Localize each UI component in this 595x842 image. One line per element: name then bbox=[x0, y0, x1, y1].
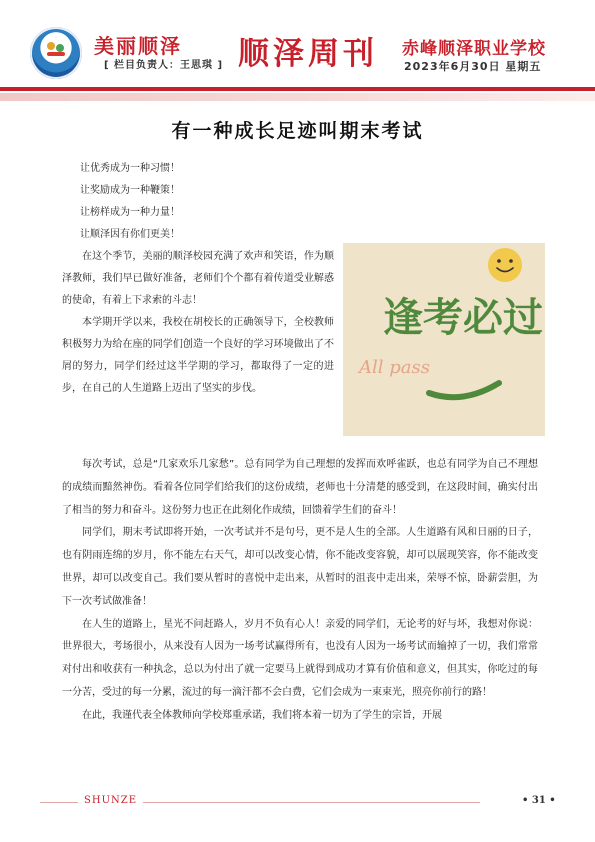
masthead bbox=[0, 0, 595, 100]
paragraph: 在人生的道路上，星光不问赶路人，岁月不负有心人！亲爱的同学们，无论考的好与坏，我想对你说：世界很大，考场很小，从来没有人因为一场考试赢得所有，也没有人因为一场考试而输掉了一切，我们常常对付出和收获有一种执念，总以为付出了就一定要马上就得到成功才算有价值和意义，但其实，你吃过的每一分苦，受过的每一分累，流过的每一滴汗都不会白费，它们会成为一束束光，照亮你前行的路！ bbox=[62, 618, 538, 698]
paragraph: 同学们，期末考试即将开始，一次考试并不是句号，更不是人生的全部。人生道路有风和日丽的日子，也有阴雨连绵的岁月，你不能左右天气，却可以改变心情，你不能改变容貌，却可以展现笑容，你不能改变世界，却可以改变自己。我们要从暂时的喜悦中走出来，从暂时的沮丧中走出来，荣辱不惊，卧薪尝胆，为下一次考试做准备！ bbox=[62, 527, 538, 607]
school-name: 赤峰顺泽职业学校 bbox=[402, 39, 546, 59]
small-lettering: All pass bbox=[359, 357, 430, 378]
article-body bbox=[62, 454, 538, 728]
brush-stroke bbox=[429, 383, 499, 397]
paragraph: 在这个季节，美丽的顺泽校园充满了欢声和笑语，作为顺泽教师，我们早已做好准备，老师们个个都有着传道受业解惑的使命，有着上下求索的斗志！ bbox=[62, 251, 334, 306]
all-pass-illustration bbox=[343, 243, 545, 436]
footer-brand: SHUNZE bbox=[78, 795, 143, 806]
publication-title: 顺泽周刊 bbox=[238, 36, 378, 72]
paragraph: 在此，我谨代表全体教师向学校郑重承诺，我们将本着一切为了学生的宗旨，开展 bbox=[82, 709, 442, 721]
opening-line: 让榜样成为一种力量！ bbox=[80, 207, 180, 218]
header-band bbox=[0, 93, 595, 101]
opening-line: 让优秀成为一种习惯！ bbox=[80, 163, 180, 174]
article-title: 有一种成长足迹叫期末考试 bbox=[171, 120, 424, 142]
school-logo-icon bbox=[30, 27, 82, 79]
column-editor: [ 栏目负责人：王思琪 ] bbox=[104, 60, 224, 71]
paragraph: 本学期开学以来，我校在胡校长的正确领导下，全校教师积极努力为给在座的同学们创造一个良好的学习环境做出了不屑的努力，同学们经过这半学期的学习，都取得了一定的进步，在自己的人生道路上迈出了坚实的步伐。 bbox=[62, 317, 334, 394]
column-title: 美丽顺泽 bbox=[94, 34, 182, 58]
opening-line: 让奖励成为一种鞭策！ bbox=[80, 185, 180, 196]
paragraph: 每次考试，总是“几家欢乐几家愁”。总有同学为自己理想的发挥而欢呼雀跃，也总有同学为自己不理想的成绩而黯然神伤。看着各位同学们给我们的这份成绩，老师也十分清楚的感受到，在这段时间，确实付出了相当的努力和奋斗。这份努力也正在此刻化作成绩，回馈着学生们的奋斗！ bbox=[62, 459, 538, 516]
page-number: • 31 • bbox=[522, 795, 556, 806]
logo-emblem-icon bbox=[44, 40, 68, 60]
big-lettering: 逢考必过 bbox=[383, 295, 543, 341]
opening-lines bbox=[80, 158, 180, 246]
opening-line: 让顺泽因有你们更美！ bbox=[80, 229, 180, 240]
issue-date: 2023年6月30日 星期五 bbox=[404, 60, 542, 73]
smiley-face-icon bbox=[488, 248, 522, 282]
article-intro bbox=[62, 246, 334, 400]
header-divider bbox=[0, 87, 595, 91]
